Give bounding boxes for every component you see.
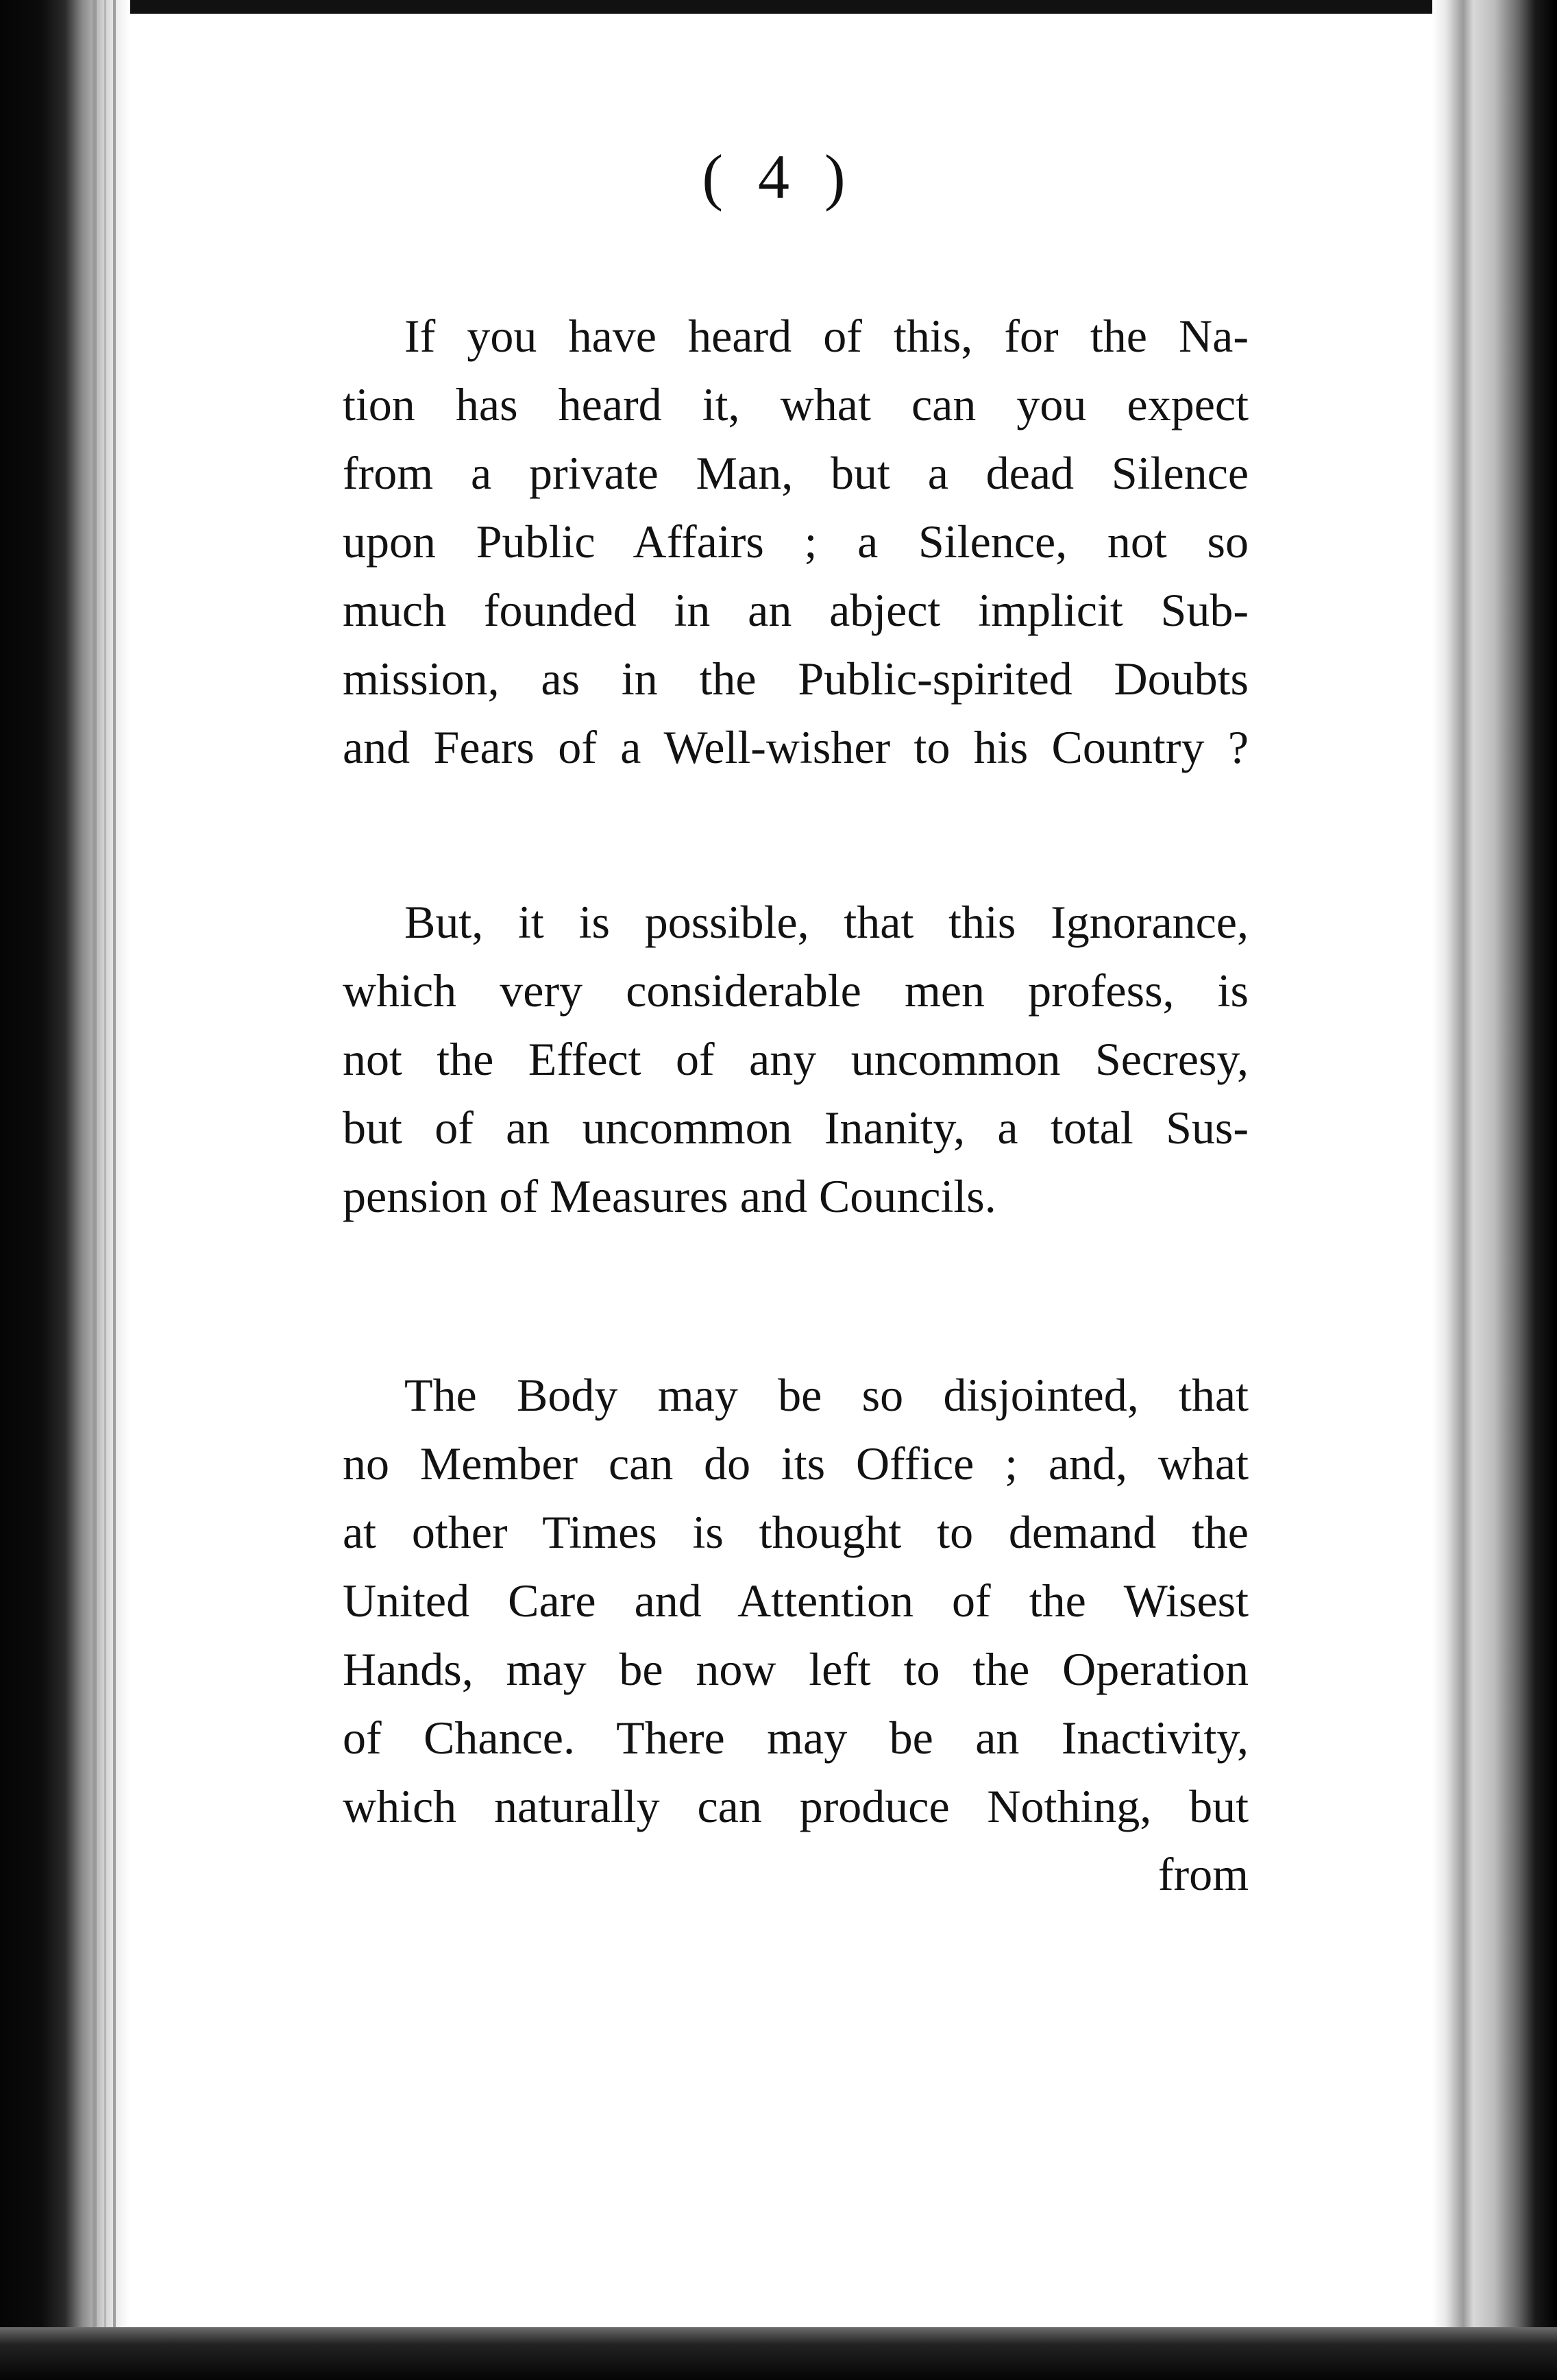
text-line: mission, as in the Public-spirited Doubts — [343, 653, 1249, 705]
text-line: tion has heard it, what can you expect — [343, 378, 1249, 430]
catchword: from — [1157, 1848, 1249, 1900]
page-fore-edge — [1432, 0, 1557, 2380]
text-line: But, it is possible, that this Ignorance, — [404, 896, 1249, 948]
text-line: which very considerable men profess, is — [343, 964, 1249, 1017]
scan-top-edge — [0, 0, 1557, 14]
text-line: at other Times is thought to demand the — [343, 1506, 1249, 1558]
text-line: no Member can do its Office ; and, what — [343, 1437, 1249, 1490]
paragraph-3 — [343, 1361, 1249, 1841]
text-line: Hands, may be now left to the Operation — [343, 1643, 1249, 1695]
paragraph-1 — [343, 302, 1249, 781]
text-line: and Fears of a Well-wisher to his Country ? — [343, 721, 1249, 773]
page-number: ( 4 ) — [702, 142, 855, 212]
scan-bottom-edge — [0, 2327, 1557, 2380]
text-line: much founded in an abject implicit Sub- — [343, 584, 1249, 636]
text-line: from a private Man, but a dead Silence — [343, 447, 1249, 499]
text-line: United Care and Attention of the Wisest — [343, 1575, 1249, 1627]
text-line: If you have heard of this, for the Na- — [404, 310, 1249, 362]
book-binding-gutter — [0, 0, 130, 2380]
text-line: pension of Measures and Councils. — [343, 1170, 996, 1222]
text-line: which naturally can produce Nothing, but — [343, 1780, 1249, 1832]
text-line: upon Public Affairs ; a Silence, not so — [343, 515, 1249, 568]
text-line: of Chance. There may be an Inactivity, — [343, 1712, 1249, 1764]
paragraph-2 — [343, 888, 1249, 1230]
text-line: not the Effect of any uncommon Secresy, — [343, 1033, 1249, 1085]
text-line: The Body may be so disjointed, that — [404, 1369, 1249, 1421]
text-line: but of an uncommon Inanity, a total Sus- — [343, 1102, 1249, 1154]
